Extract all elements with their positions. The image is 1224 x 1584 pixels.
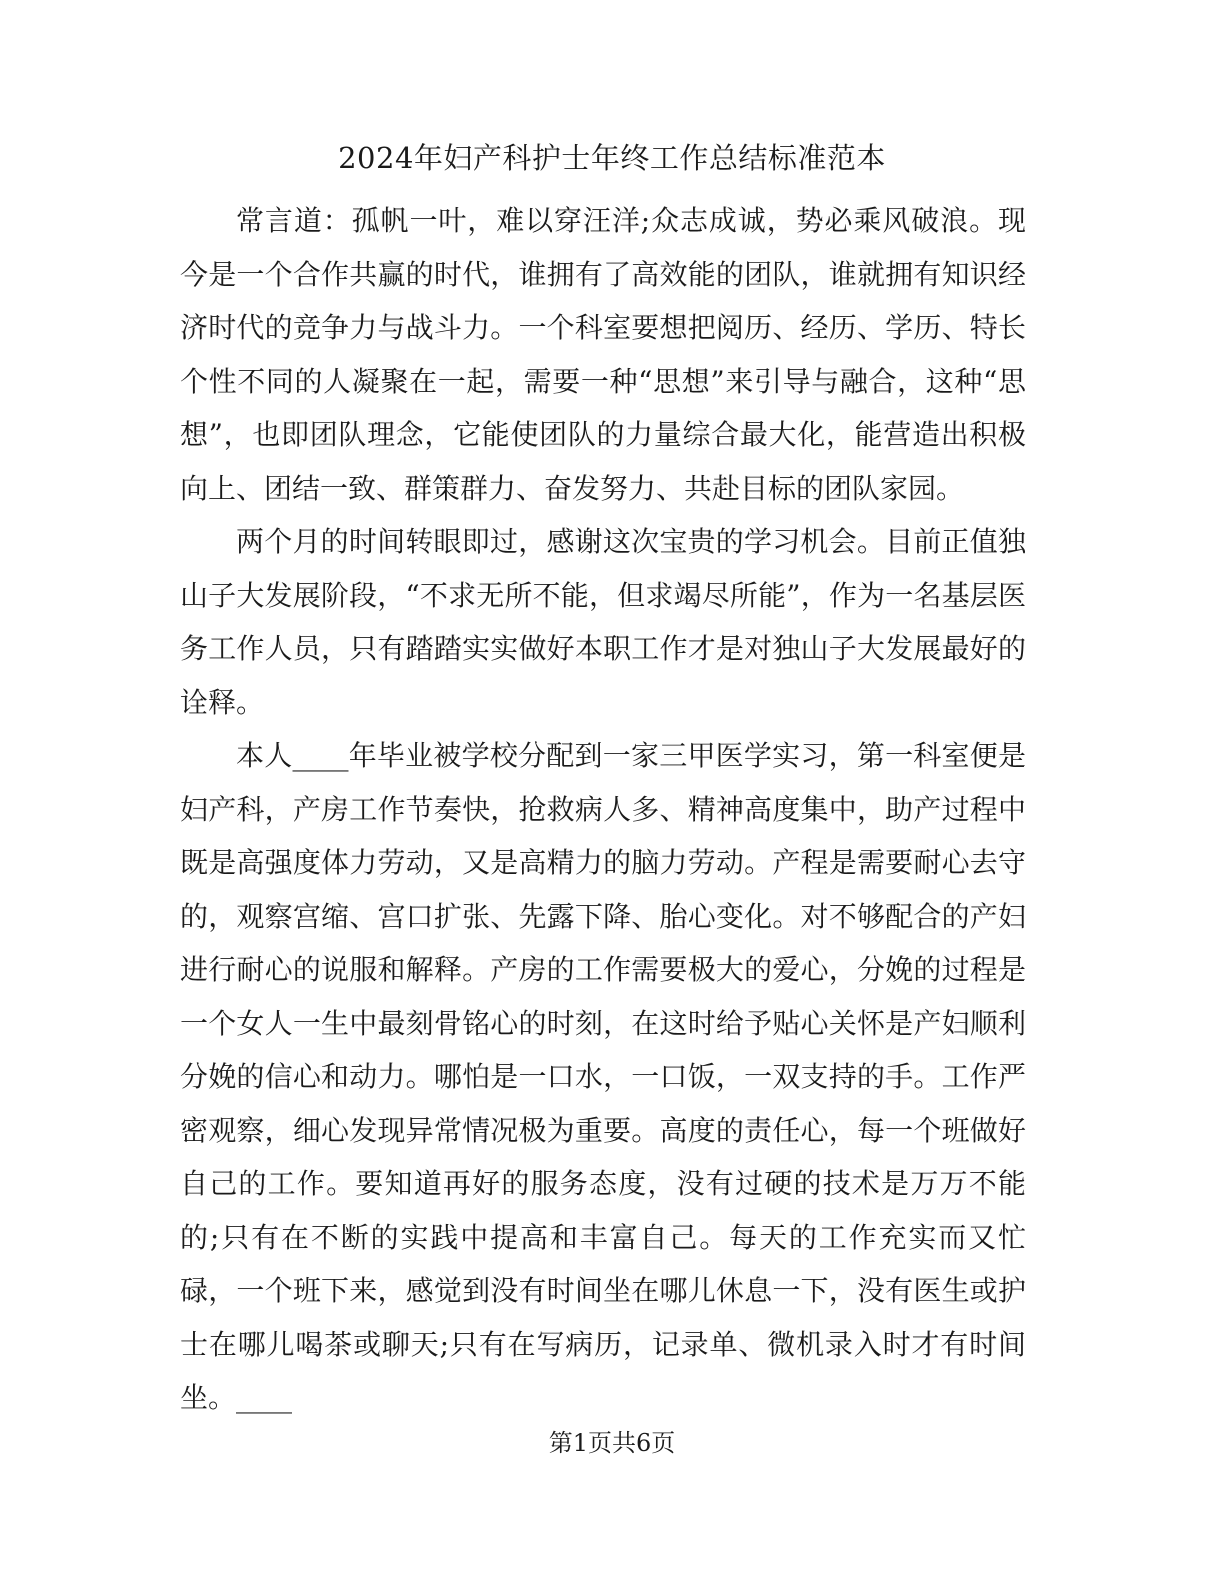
document-body xyxy=(180,194,1026,1425)
page-number-footer: 第1页共6页 xyxy=(548,1429,676,1457)
document-title: 2024年妇产科护士年终工作总结标准范本 xyxy=(338,141,886,175)
paragraph-3: 本人____年毕业被学校分配到一家三甲医学实习，第一科室便是妇产科，产房工作节奏快，抢救病人多、精神高度集中，助产过程中既是高强度体力劳动，又是高精力的脑力劳动。产程是需要耐心去守的，观察宫缩、宫口扩张、先露下降、胎心变化。对不够配合的产妇进行耐心的说服和解释。产房的工作需要极大的爱心，分娩的过程是一个女人一生中最刻骨铭心的时刻，在这时给予贴心关怀是产妇顺利分娩的信心和动力。哪怕是一口水，一口饭，一双支持的手。工作严密观察，细心发现异常情况极为重要。高度的责任心，每一个班做好自己的工作。要知道再好的服务态度，没有过硬的技术是万万不能的;只有在不断的实践中提高和丰富自己。每天的工作充实而又忙碌，一个班下来，感觉到没有时间坐在哪儿休息一下，没有医生或护士在哪儿喝茶或聊天;只有在写病历，记录单、微机录入时才有时间坐。____ xyxy=(180,739,1026,1414)
paragraph-1: 常言道：孤帆一叶，难以穿汪洋;众志成诚，势必乘风破浪。现今是一个合作共赢的时代，谁拥有了高效能的团队，谁就拥有知识经济时代的竞争力与战斗力。一个科室要想把阅历、经历、学历、特长个性不同的人凝聚在一起，需要一种“思想”来引导与融合，这种“思想”，也即团队理念，它能使团队的力量综合最大化，能营造出积极向上、团结一致、群策群力、奋发努力、共赴目标的团队家园。 xyxy=(180,204,1026,505)
paragraph-2: 两个月的时间转眼即过，感谢这次宝贵的学习机会。目前正值独山子大发展阶段，“不求无所不能，但求竭尽所能”，作为一名基层医务工作人员，只有踏踏实实做好本职工作才是对独山子大发展最好的诠释。 xyxy=(180,525,1026,719)
